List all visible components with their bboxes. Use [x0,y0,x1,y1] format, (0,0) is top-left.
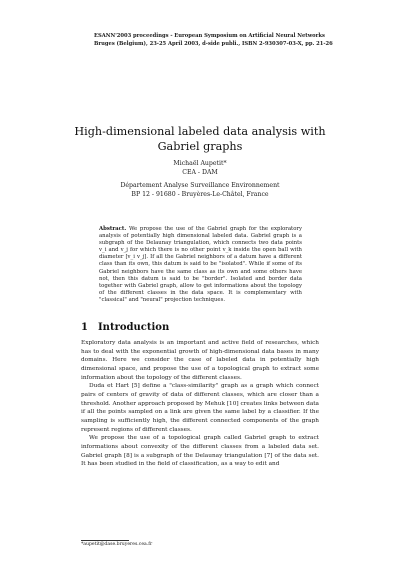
section-number: 1 [81,322,88,333]
affiliation-line-1: Département Analyse Surveillance Environnement [120,182,280,189]
abstract-text: We propose the use of the Gabriel graph for the exploratory analysis of potentially high dimensional labeled data. Gabriel graph is a subgraph of the Delaunay triangulation, which connects two data points v_i and v_j for which there is no other point v_k inside the open ball with diameter [v_i v_j]. If all the Gabriel neighbors of a datum have a different class than its own, this datum is said to be "isolated". While if some of its Gabriel neighbors have the same class as its own and some others have not, then this datum is said to be "border". Isolated and border data together with Gabriel graph, allow to get informations about the topology of the different classes in the data space. It is complementary with "classical" and "neural" projection techniques. [99,226,302,303]
header-line-2: Bruges (Belgium), 23-25 April 2003, d-side publi., ISBN 2-930307-03-X, pp. 21-26 [94,40,333,47]
proceedings-header [94,33,334,48]
affiliation-block [60,182,340,199]
section-title: Introduction [98,322,170,333]
paragraph-1: Exploratory data analysis is an important and active field of researches, which has to deal with the exponential growth of high-dimensional data bases in many domains. Here we consider the case of labeled data in potentially high dimensional space, and propose the use of a topological graph to extract some information about the topology of the different classes. [81,340,319,381]
title-line-1: High-dimensional labeled data analysis with [74,125,326,138]
body-text [81,339,319,469]
paragraph-2: Duda et Hart [5] define a "class-similarity" graph as a graph which connect pairs of centers of gravity of data of different classes, which are closer than a threshold. Another approach proposed by Mehuk [10] creates links between data if all the points sampled on a link are given the same label by a classifier. If the sampling is sufficiently high, the different connected components of the graph represent regions of different classes. [81,383,319,433]
paragraph-3: We propose the use of a topological graph called Gabriel graph to extract informations about convexity of the different classes from a labeled data set. Gabriel graph [8] is a subgraph of the Delaunay triangulation [7] of the data set. It has been studied in the field of classification, as a way to edit and [81,435,319,468]
footnote: *aupetit@dase.bruyeres.cea.fr [81,542,153,547]
author-block [60,160,340,177]
paper-title [60,124,340,154]
affiliation-line-2: BP 12 - 91680 - Bruyères-Le-Châtel, France [131,190,269,198]
abstract-label: Abstract. [99,226,127,232]
footnote-divider [81,540,129,541]
section-heading [81,321,321,334]
header-line-1: ESANN'2003 proceedings - European Symposium on Artificial Neural Networks [94,33,325,39]
title-line-2: Gabriel graphs [157,140,243,153]
author-org: CEA - DAM [182,168,218,176]
author-name: Michaël Aupetit* [173,160,227,167]
abstract [99,226,302,304]
